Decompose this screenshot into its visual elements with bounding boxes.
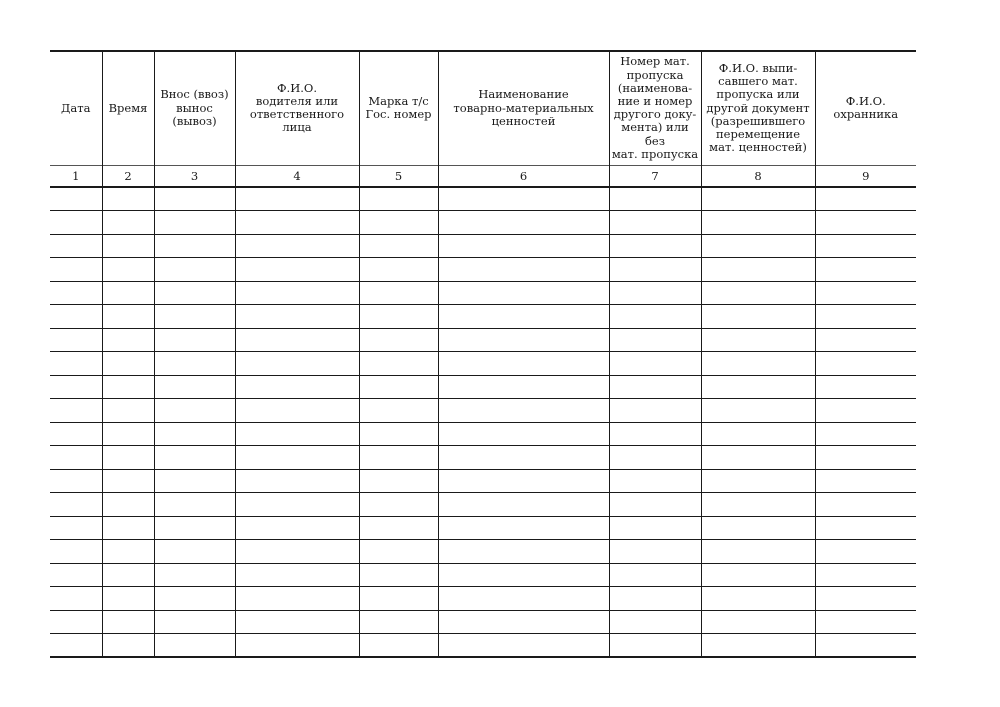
empty-cell [50, 399, 102, 423]
empty-cell [154, 399, 235, 423]
header-in-out: Внос (ввоз) вынос (вывоз) [154, 51, 235, 165]
empty-cell [235, 399, 359, 423]
empty-cell [359, 375, 438, 399]
empty-cell [154, 540, 235, 564]
empty-cell [154, 610, 235, 634]
empty-cell [102, 352, 154, 376]
header-goods-name: Наименование товарно-материальных ценностей [438, 51, 609, 165]
column-number: 6 [438, 165, 609, 187]
empty-cell [701, 516, 815, 540]
empty-cell [609, 563, 701, 587]
empty-cell [235, 234, 359, 258]
empty-cell [609, 540, 701, 564]
empty-cell [102, 328, 154, 352]
empty-cell [102, 399, 154, 423]
empty-cell [102, 258, 154, 282]
empty-cell [438, 258, 609, 282]
empty-cell [815, 258, 916, 282]
empty-cell [154, 234, 235, 258]
empty-cell [438, 211, 609, 235]
empty-cell [815, 634, 916, 658]
empty-cell [701, 634, 815, 658]
empty-cell [438, 352, 609, 376]
empty-cell [359, 187, 438, 211]
empty-cell [154, 634, 235, 658]
empty-cell [359, 399, 438, 423]
empty-cell [235, 281, 359, 305]
empty-cell [154, 375, 235, 399]
empty-cell [235, 493, 359, 517]
table-row [50, 352, 916, 376]
empty-cell [50, 610, 102, 634]
table-row [50, 563, 916, 587]
empty-cell [815, 305, 916, 329]
empty-cell [438, 516, 609, 540]
empty-cell [438, 634, 609, 658]
empty-cell [50, 281, 102, 305]
column-number: 5 [359, 165, 438, 187]
empty-cell [359, 234, 438, 258]
empty-cell [438, 234, 609, 258]
empty-cell [359, 211, 438, 235]
header-driver-name: Ф.И.О. водителя или ответственного лица [235, 51, 359, 165]
empty-cell [609, 305, 701, 329]
empty-cell [815, 610, 916, 634]
empty-cell [701, 328, 815, 352]
empty-cell [701, 258, 815, 282]
empty-cell [359, 516, 438, 540]
empty-cell [815, 469, 916, 493]
empty-cell [701, 422, 815, 446]
empty-cell [102, 375, 154, 399]
empty-cell [50, 634, 102, 658]
empty-cell [815, 446, 916, 470]
empty-cell [701, 469, 815, 493]
empty-cell [154, 281, 235, 305]
empty-cell [154, 422, 235, 446]
empty-cell [359, 281, 438, 305]
empty-cell [102, 305, 154, 329]
empty-cell [102, 469, 154, 493]
column-number-row [50, 165, 916, 187]
empty-cell [438, 305, 609, 329]
header-row [50, 51, 916, 165]
empty-cell [235, 352, 359, 376]
empty-cell [235, 446, 359, 470]
empty-cell [438, 328, 609, 352]
empty-cell [50, 540, 102, 564]
empty-cell [609, 234, 701, 258]
empty-cell [815, 399, 916, 423]
empty-cell [235, 587, 359, 611]
empty-cell [359, 469, 438, 493]
empty-cell [815, 375, 916, 399]
table-row [50, 493, 916, 517]
empty-cell [235, 540, 359, 564]
empty-cell [701, 587, 815, 611]
empty-cell [235, 187, 359, 211]
empty-cell [102, 516, 154, 540]
table-row [50, 399, 916, 423]
empty-cell [609, 587, 701, 611]
column-number: 9 [815, 165, 916, 187]
empty-cell [609, 516, 701, 540]
empty-cell [50, 587, 102, 611]
table-row [50, 305, 916, 329]
empty-cell [609, 422, 701, 446]
empty-cell [50, 234, 102, 258]
empty-cell [609, 281, 701, 305]
table-row [50, 258, 916, 282]
table-row [50, 634, 916, 658]
table-row [50, 587, 916, 611]
empty-cell [154, 305, 235, 329]
empty-cell [609, 634, 701, 658]
column-number: 4 [235, 165, 359, 187]
empty-cell [609, 469, 701, 493]
empty-cell [154, 187, 235, 211]
empty-cell [359, 422, 438, 446]
empty-cell [50, 493, 102, 517]
empty-cell [701, 399, 815, 423]
column-number: 3 [154, 165, 235, 187]
empty-cell [102, 187, 154, 211]
empty-cell [154, 258, 235, 282]
empty-cell [609, 258, 701, 282]
empty-cell [438, 446, 609, 470]
empty-cell [359, 540, 438, 564]
empty-cell [815, 422, 916, 446]
header-pass-number: Номер мат. пропуска (наименова- ние и номер другого доку- мента) или без мат. пропуска [609, 51, 701, 165]
empty-cell [50, 422, 102, 446]
empty-cell [359, 493, 438, 517]
empty-cell [701, 187, 815, 211]
table-row [50, 610, 916, 634]
empty-cell [815, 516, 916, 540]
table-row [50, 328, 916, 352]
empty-cell [609, 610, 701, 634]
table-row [50, 422, 916, 446]
column-number: 7 [609, 165, 701, 187]
empty-cell [359, 305, 438, 329]
empty-cell [815, 281, 916, 305]
empty-cell [359, 258, 438, 282]
empty-cell [154, 516, 235, 540]
empty-cell [438, 422, 609, 446]
empty-cell [50, 352, 102, 376]
empty-cell [235, 375, 359, 399]
table-row [50, 375, 916, 399]
empty-cell [235, 516, 359, 540]
table-body [50, 187, 916, 657]
empty-cell [815, 352, 916, 376]
empty-cell [235, 563, 359, 587]
empty-cell [609, 399, 701, 423]
empty-cell [701, 446, 815, 470]
empty-cell [701, 493, 815, 517]
empty-cell [438, 469, 609, 493]
empty-cell [438, 610, 609, 634]
empty-cell [102, 563, 154, 587]
empty-cell [609, 328, 701, 352]
table-row [50, 187, 916, 211]
empty-cell [235, 469, 359, 493]
empty-cell [359, 563, 438, 587]
empty-cell [50, 328, 102, 352]
empty-cell [438, 540, 609, 564]
empty-cell [50, 516, 102, 540]
empty-cell [154, 587, 235, 611]
empty-cell [701, 352, 815, 376]
empty-cell [102, 446, 154, 470]
table-row [50, 516, 916, 540]
empty-cell [102, 610, 154, 634]
empty-cell [102, 281, 154, 305]
empty-cell [815, 328, 916, 352]
column-number: 2 [102, 165, 154, 187]
empty-cell [359, 634, 438, 658]
empty-cell [50, 211, 102, 235]
empty-cell [438, 493, 609, 517]
empty-cell [609, 352, 701, 376]
empty-cell [102, 634, 154, 658]
header-date: Дата [50, 51, 102, 165]
empty-cell [50, 563, 102, 587]
header-vehicle: Марка т/с Гос. номер [359, 51, 438, 165]
material-movement-log-table [50, 50, 916, 658]
empty-cell [438, 281, 609, 305]
table-row [50, 234, 916, 258]
empty-cell [154, 446, 235, 470]
empty-cell [609, 211, 701, 235]
empty-cell [235, 422, 359, 446]
empty-cell [815, 187, 916, 211]
empty-cell [815, 563, 916, 587]
empty-cell [154, 211, 235, 235]
column-number: 1 [50, 165, 102, 187]
empty-cell [438, 563, 609, 587]
empty-cell [701, 234, 815, 258]
empty-cell [154, 469, 235, 493]
empty-cell [102, 587, 154, 611]
table-row [50, 540, 916, 564]
empty-cell [359, 446, 438, 470]
empty-cell [235, 305, 359, 329]
empty-cell [815, 540, 916, 564]
empty-cell [701, 305, 815, 329]
empty-cell [815, 234, 916, 258]
empty-cell [154, 352, 235, 376]
table-row [50, 469, 916, 493]
empty-cell [815, 211, 916, 235]
empty-cell [609, 446, 701, 470]
empty-cell [359, 610, 438, 634]
empty-cell [154, 563, 235, 587]
table-row [50, 446, 916, 470]
empty-cell [815, 493, 916, 517]
empty-cell [235, 634, 359, 658]
column-number: 8 [701, 165, 815, 187]
empty-cell [359, 352, 438, 376]
empty-cell [438, 375, 609, 399]
empty-cell [50, 258, 102, 282]
empty-cell [102, 540, 154, 564]
header-issuer-name: Ф.И.О. выпи- савшего мат. пропуска или другой документ (разрешившего перемещение мат. ценностей) [701, 51, 815, 165]
empty-cell [438, 187, 609, 211]
empty-cell [609, 493, 701, 517]
empty-cell [154, 328, 235, 352]
empty-cell [701, 281, 815, 305]
header-time: Время [102, 51, 154, 165]
empty-cell [609, 375, 701, 399]
empty-cell [359, 587, 438, 611]
empty-cell [815, 587, 916, 611]
empty-cell [50, 187, 102, 211]
empty-cell [701, 540, 815, 564]
empty-cell [701, 610, 815, 634]
empty-cell [701, 563, 815, 587]
empty-cell [102, 493, 154, 517]
empty-cell [102, 422, 154, 446]
empty-cell [701, 375, 815, 399]
empty-cell [235, 610, 359, 634]
empty-cell [438, 587, 609, 611]
table-row [50, 281, 916, 305]
empty-cell [235, 211, 359, 235]
table-row [50, 211, 916, 235]
empty-cell [235, 328, 359, 352]
empty-cell [438, 399, 609, 423]
empty-cell [50, 305, 102, 329]
empty-cell [701, 211, 815, 235]
empty-cell [102, 234, 154, 258]
empty-cell [50, 469, 102, 493]
empty-cell [50, 446, 102, 470]
empty-cell [50, 375, 102, 399]
empty-cell [359, 328, 438, 352]
empty-cell [609, 187, 701, 211]
empty-cell [154, 493, 235, 517]
empty-cell [235, 258, 359, 282]
empty-cell [102, 211, 154, 235]
header-guard-name: Ф.И.О. охранника [815, 51, 916, 165]
